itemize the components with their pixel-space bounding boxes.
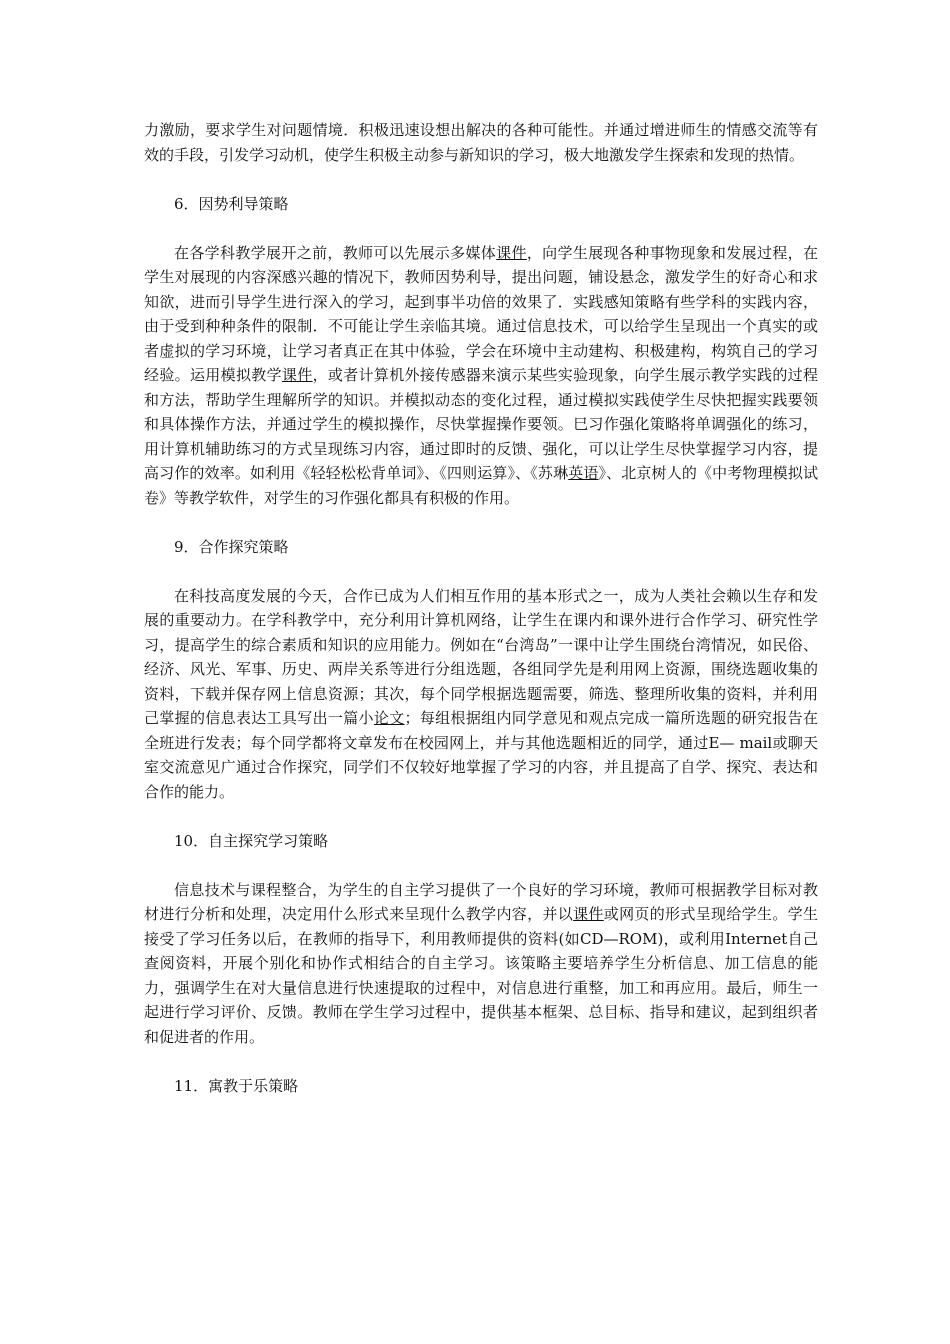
heading-text: 11．寓教于乐策略 (174, 1076, 299, 1095)
section-heading-6 (144, 192, 818, 217)
section-heading-10 (144, 829, 818, 854)
section-heading-11 (144, 1074, 818, 1099)
paragraph-text: ，或者计算机外接传感器来演示某些实验现象，向学生展示教学实践的过程和方法，帮助学生理解所学的知识。并模拟动态的变化过程，通过模拟实践使学生尽快把握实践要领和具体操作方法，并通过学生的模拟操作，尽快掌握操作要领。巳习作强化策略将单调强化的练习，用计算机辅助练习的方式呈现练习内容，通过即时的反馈、强化，可以让学生尽快掌握学习内容，提高习作的效率。如利用《轻轻松松背单词》、《四则运算》、《苏琳 (144, 366, 818, 482)
paragraph-text: 》、北京树人的《中考物理模拟试卷》等教学软件，对学生的习作强化都具有积极的作用。 (144, 464, 818, 507)
paragraph-text: 或网页的形式呈现给学生。学生接受了学习任务以后，在教师的指导下，利用教师提供的资料(如CD—ROM)，或利用Internet自己查阅资料，开展个别化和协作式相结合的自主学习。该策略主要培养学生分析信息、加工信息的能力，强调学生在对大量信息进行快速提取的过程中，对信息进行重整，加工和再应用。最后，师生一起进行学习评价、反馈。教师在学生学习过程中，提供基本框架、总目标、指导和建议，起到组织者和促进者的作用。 (144, 905, 818, 1046)
paragraph-text: ，向学生展现各种事物现象和发展过程，在学生对展现的内容深感兴趣的情况下，教师因势利导，提出问题，铺设悬念，激发学生的好奇心和求知欲，进而引导学生进行深入的学习，起到事半功倍的效果了．实践感知策略有些学科的实践内容，由于受到种种条件的限制．不可能让学生亲临其境。通过信息技术，可以给学生呈现出一个真实的或者虚拟的学习环境，让学习者真正在其中体验，学会在环境中主动建构、积极建构，构筑自己的学习经验。运用模拟教学 (144, 243, 818, 384)
courseware-link[interactable]: 课件 (573, 905, 604, 923)
paragraph-text: ；每组根据组内同学意见和观点完成一篇所选题的研究报告在全班进行发表；每个同学都将文章发布在校园网上，并与其他选题相近的同学，通过E— mail或聊天室交流意见广通过合作探究，同学们不仅较好地掌握了学习的内容，并且提高了自学、探究、表达和合作的能力。 (144, 709, 818, 801)
courseware-link[interactable]: 课件 (496, 243, 527, 262)
paragraph-text: 在科技高度发展的今天，合作已成为人们相互作用的基本形式之一，成为人类社会赖以生存和发展的重要动力。在学科教学中，充分利用计算机网络，让学生在课内和课外进行合作学习、研究性学习，提高学生的综合素质和知识的应用能力。例如在“台湾岛”一课中让学生围绕台湾情况，如民俗、经济、风光、军事、历史、两岸关系等进行分组选题，各组同学先是利用网上资源，围绕选题收集的资料，下载并保存网上信息资源；其次，每个同学根据选题需要，筛选、整理所收集的资料，并利用己掌握的信息表达工具写出一篇小 (144, 586, 818, 727)
paragraph-text: 信息技术与课程整合，为学生的自主学习提供了一个良好的学习环境，教师可根据教学目标对教材进行分析和处理，决定用什么形式来呈现什么教学内容，并以 (144, 880, 818, 923)
paragraph-text: 力激励，要求学生对问题情境．积极迅速设想出解决的各种可能性。并通过增进师生的情感交流等有效的手段，引发学习动机，使学生积极主动参与新知识的学习，极大地激发学生探索和发现的热情。 (144, 121, 818, 164)
paragraph-section-10 (144, 878, 818, 1050)
paragraph-text: 在各学科教学展开之前，教师可以先展示多媒体 (174, 243, 497, 262)
section-heading-9 (144, 535, 818, 560)
courseware-link[interactable]: 课件 (281, 366, 313, 384)
paragraph-section-6 (144, 241, 818, 511)
paragraph-section-9 (144, 584, 818, 805)
english-link[interactable]: 英语 (568, 464, 599, 482)
heading-text: 9．合作探究策略 (174, 537, 289, 556)
document-body (144, 118, 818, 1123)
heading-text: 6．因势利导策略 (174, 194, 289, 213)
heading-text: 10．自主探究学习策略 (174, 831, 329, 850)
thesis-link[interactable]: 论文 (373, 709, 405, 727)
paragraph-continued (144, 118, 818, 167)
